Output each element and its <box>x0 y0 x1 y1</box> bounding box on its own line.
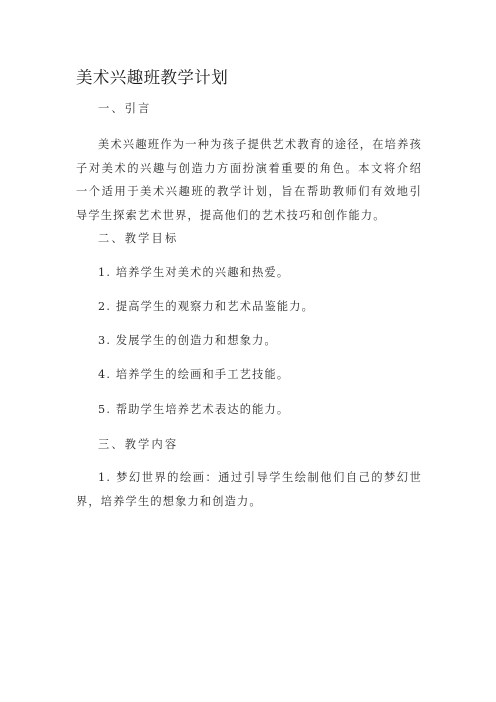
document-title: 美术兴趣班教学计划 <box>76 68 229 87</box>
section-heading-goals: 二、教学目标 <box>98 232 179 245</box>
intro-paragraph: 美术兴趣班作为一种为孩子提供艺术教育的途径，在培养孩子对美术的兴趣与创造力方面扮演着重要的角色。本文将介绍一个适用于美术兴趣班的教学计划，旨在帮助教师们有效地引导学生探索艺术世界，提高他们的艺术技巧和创作能力。 <box>76 138 422 222</box>
content-paragraph: 1. 梦幻世界的绘画：通过引导学生绘制他们自己的梦幻世界，培养学生的想象力和创造力。 <box>76 471 422 508</box>
goal-item-1: 1. 培养学生对美术的兴趣和热爱。 <box>98 266 290 279</box>
goal-item-2: 2. 提高学生的观察力和艺术品鉴能力。 <box>98 300 315 313</box>
goal-item-5: 5. 帮助学生培养艺术表达的能力。 <box>98 403 290 416</box>
goal-item-4: 4. 培养学生的绘画和手工艺技能。 <box>98 368 290 381</box>
section-heading-intro: 一、引言 <box>98 102 152 115</box>
goal-item-3: 3. 发展学生的创造力和想象力。 <box>98 334 277 347</box>
section-heading-content: 三、教学内容 <box>98 438 179 451</box>
